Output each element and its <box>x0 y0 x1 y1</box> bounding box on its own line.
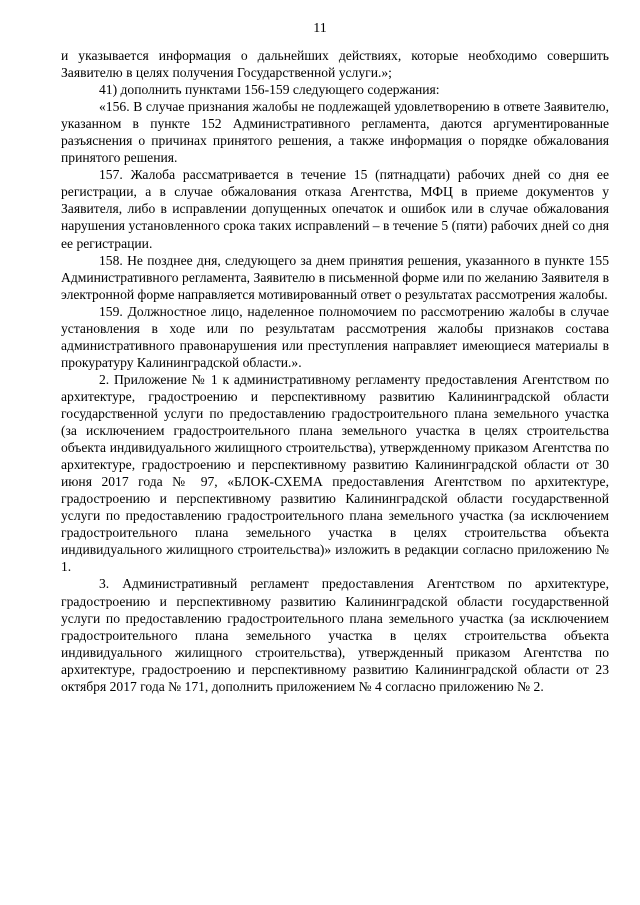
paragraph-point-159: 159. Должностное лицо, наделенное полномочием по рассмотрению жалобы в случае установления в ходе или по результатам рассмотрения жалобы признаков состава административного правонарушения или преступления направляет имеющиеся материалы в прокуратуру Калининградской области.». <box>61 303 609 370</box>
paragraph-point-158: 158. Не позднее дня, следующего за днем принятия решения, указанного в пункте 155 Административного регламента, Заявителю в письменной форме или по желанию Заявителя в электронной форме направляется мотивированный ответ о результатах рассмотрения жалобы. <box>61 252 609 302</box>
paragraph-point-156: «156. В случае признания жалобы не подлежащей удовлетворению в ответе Заявителю, указанном в пункте 152 Административного регламента, даются аргументированные разъяснения о причинах принятого решения, а также информация о порядке обжалования принятого решения. <box>61 99 609 166</box>
paragraph-section-3: 3. Административный регламент предоставления Агентством по архитектуре, градостроению и перспективному развитию Калининградской области государственной услуги по предоставлению градостроительного плана земельного участка (за исключением градостроительного плана земельного участка в целях строительства объекта индивидуального жилищного строительства), утвержденный приказом Агентства по архитектуре, градостроению и перспективному развитию Калининградской области от 23 октября 2017 года № 171, дополнить приложением № 4 согласно приложению № 2. <box>61 576 609 694</box>
document-body <box>61 47 609 695</box>
paragraph-continuation: и указывается информация о дальнейших действиях, которые необходимо совершить Заявителю в целях получения Государственной услуги.»; <box>61 48 609 81</box>
page-number: 11 <box>313 21 327 36</box>
paragraph-item-41: 41) дополнить пунктами 156-159 следующего содержания: <box>99 82 440 98</box>
paragraph-point-157: 157. Жалоба рассматривается в течение 15 (пятнадцати) рабочих дней со дня ее регистрации, а в случае обжалования отказа Агентства, МФЦ в приеме документов у Заявителя, либо в исправлении допущенных опечаток и ошибок или в случае обжалования нарушения установленного срока таких исправлений – в течение 5 (пяти) рабочих дней со дня ее регистрации. <box>61 167 609 251</box>
paragraph-section-2: 2. Приложение № 1 к административному регламенту предоставления Агентством по архитектуре, градостроению и перспективному развитию Калининградской области государственной услуги по предоставлению градостроительного плана земельного участка (за исключением градостроительного плана земельного участка в целях строительства объекта индивидуального жилищного строительства), утвержденному приказом Агентства по архитектуре, градостроению и перспективному развитию Калининградской области от 30 июня 2017 года № 97, «БЛОК-СХЕМА предоставления Агентством по архитектуре, градостроению и перспективному развитию Калининградской области государственной услуги по предоставлению градостроительного плана земельного участка (за исключением градостроительного плана земельного участка в целях строительства объекта индивидуального жилищного строительства)» изложить в редакции согласно приложению № 1. <box>61 371 609 575</box>
